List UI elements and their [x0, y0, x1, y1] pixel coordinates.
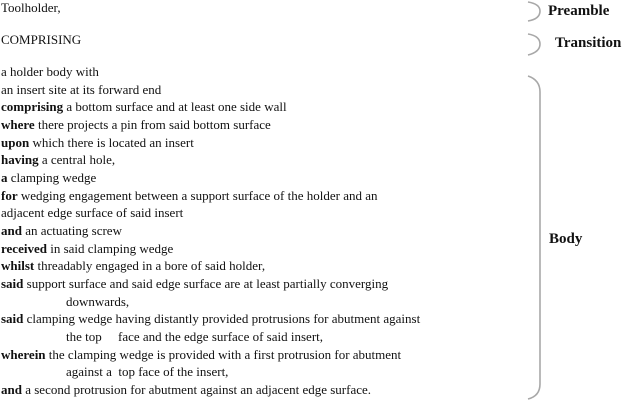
body-bracket: [528, 76, 540, 399]
claim-text: downwards,: [66, 293, 130, 309]
claim-keyword: and: [1, 382, 22, 398]
claim-line: [1, 223, 122, 239]
preamble-bracket: [528, 2, 540, 21]
claim-text: wedging engagement between a support surface of the holder and an: [17, 187, 378, 203]
claim-line: [1, 276, 388, 292]
claim-line: [1, 188, 378, 204]
transition-bracket: [528, 34, 540, 55]
claim-keyword: upon: [1, 134, 30, 150]
claim-keyword: and: [1, 223, 22, 239]
claim-line: [1, 99, 287, 115]
claim-keyword: where: [1, 117, 35, 132]
transition-label: Transition: [555, 35, 622, 51]
claim-keyword: received: [1, 240, 47, 256]
claim-keyword: wherein: [1, 346, 46, 362]
claim-line: [1, 382, 371, 398]
claim-text: the clamping wedge is provided with a first protrusion for abutment: [45, 346, 402, 362]
claim-text: clamping wedge: [7, 170, 97, 186]
claim-text: a second protrusion for abutment against an adjacent edge surface.: [21, 382, 372, 398]
claim-line: [1, 241, 173, 257]
claim-text: in said clamping wedge: [46, 240, 174, 256]
claim-text: which there is located an insert: [29, 134, 194, 150]
claim-line: [1, 135, 194, 151]
claim-keyword: whilst: [1, 258, 35, 274]
body-label: Body: [549, 231, 583, 247]
preamble-label: Preamble: [548, 3, 610, 19]
claim-text: a holder body with: [1, 64, 99, 79]
claim-text: clamping wedge having distantly provided protrusions for abutment against: [23, 311, 421, 327]
claim-line: [1, 117, 271, 133]
claim-text: a bottom surface and at least one side wall: [63, 99, 287, 115]
claim-text: against a top face of the insert,: [66, 364, 229, 380]
claim-text: the top face and the edge surface of said insert,: [66, 329, 324, 345]
claim-line: [1, 170, 96, 186]
claim-line: [1, 205, 183, 221]
claim-keyword: comprising: [1, 99, 64, 115]
claim-keyword: a: [1, 170, 8, 186]
claim-text: threadably engaged in a bore of said holder,: [34, 258, 266, 274]
preamble-text: Toolholder,: [1, 0, 61, 15]
claim-line: [1, 258, 265, 274]
claim-keyword: for: [1, 187, 18, 203]
claim-text: a central hole,: [38, 152, 116, 168]
claim-line: [1, 82, 161, 98]
claim-line: [1, 152, 115, 168]
transition-text: COMPRISING: [1, 32, 82, 47]
claim-text: an insert site at its forward end: [1, 81, 162, 97]
claim-text: there projects a pin from said bottom surface: [34, 117, 271, 132]
claim-text: adjacent edge surface of said insert: [1, 205, 184, 221]
claim-keyword: having: [1, 152, 39, 168]
claim-line: [1, 311, 420, 327]
claim-line: [66, 364, 228, 380]
claim-keyword: said: [1, 276, 24, 292]
claim-line: [66, 329, 323, 345]
claim-keyword: said: [1, 311, 24, 327]
claim-text: support surface and said edge surface are at least partially converging: [23, 276, 389, 292]
claim-text: an actuating screw: [21, 223, 122, 239]
claim-line: [1, 64, 99, 80]
claim-line: [66, 294, 129, 310]
claim-line: [1, 347, 401, 363]
